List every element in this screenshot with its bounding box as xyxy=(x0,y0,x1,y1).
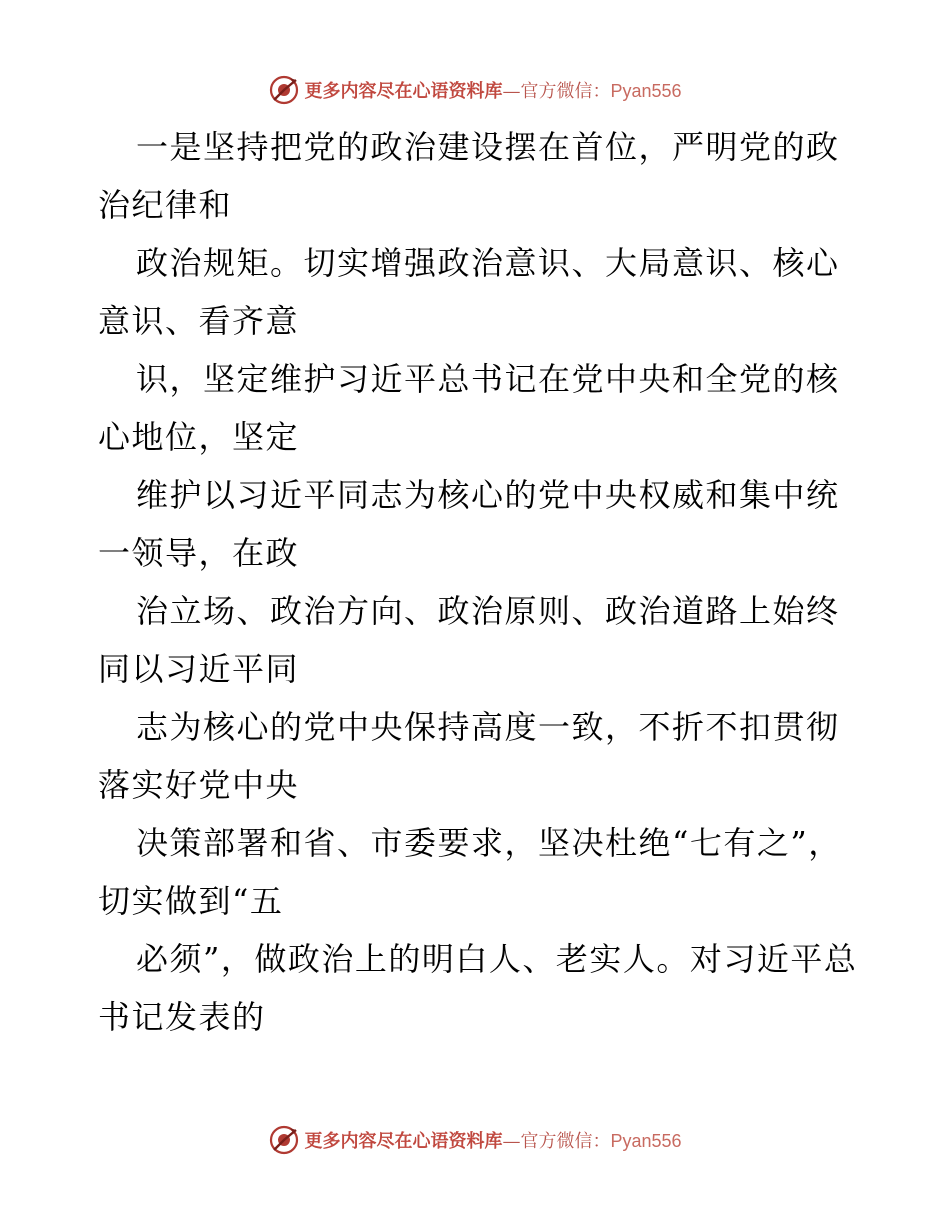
watermark-account: Pyan556 xyxy=(610,81,682,101)
paragraph-3: 识，坚定维护习近平总书记在党中央和全党的核心地位，坚定 xyxy=(98,360,840,456)
watermark-brand: 更多内容尽在心语资料库 xyxy=(304,1131,503,1152)
watermark-text xyxy=(304,1127,681,1153)
header-watermark xyxy=(0,70,950,110)
footer-watermark xyxy=(0,1120,950,1160)
watermark-brand: 更多内容尽在心语资料库 xyxy=(304,81,503,102)
document-body xyxy=(98,118,858,1046)
pen-logo-icon xyxy=(268,1124,300,1156)
paragraph-8: 必须”，做政治上的明白人、老实人。对习近平总书记发表的 xyxy=(98,940,858,1036)
paragraph-1: 一是坚持把党的政治建设摆在首位，严明党的政治纪律和 xyxy=(98,128,840,224)
watermark-account: Pyan556 xyxy=(610,1131,682,1151)
paragraph-5: 治立场、政治方向、政治原则、政治道路上始终同以习近平同 xyxy=(98,592,840,688)
paragraph-6: 志为核心的党中央保持高度一致，不折不扣贯彻落实好党中央 xyxy=(98,708,840,804)
watermark-text xyxy=(304,77,681,103)
paragraph-2: 政治规矩。切实增强政治意识、大局意识、核心意识、看齐意 xyxy=(98,244,840,340)
watermark-separator: —官方微信： xyxy=(502,1131,611,1152)
paragraph-4: 维护以习近平同志为核心的党中央权威和集中统一领导，在政 xyxy=(98,476,840,572)
pen-logo-icon xyxy=(268,74,300,106)
watermark-separator: —官方微信： xyxy=(502,81,611,102)
paragraph-7: 决策部署和省、市委要求，坚决杜绝“七有之”，切实做到“五 xyxy=(98,824,842,920)
